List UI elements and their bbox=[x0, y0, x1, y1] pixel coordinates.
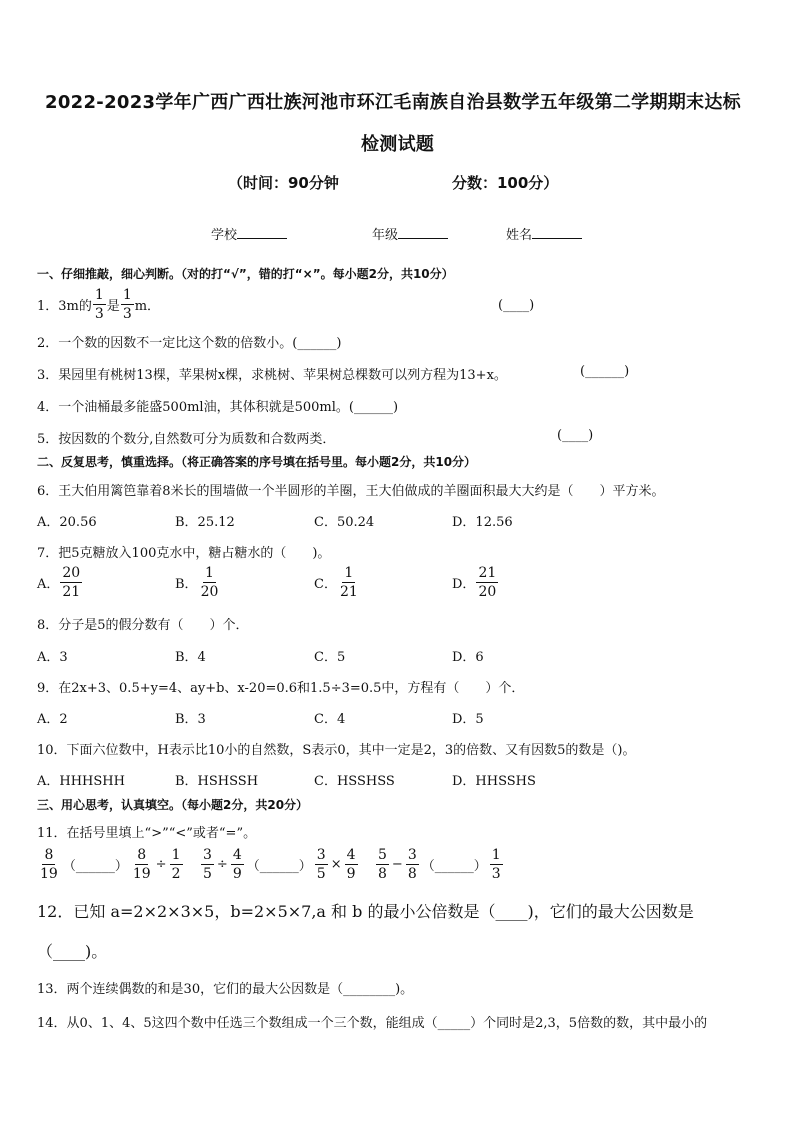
q11-item-1: $\frac{8}{19}$ （______） $\frac{8}{19}$ ÷ $\frac{1}{2}$ bbox=[40, 847, 181, 882]
section1-heading: 一、仔细推敲，细心判断。（对的打“√”，错的打“×”。每小题2分，共10分） bbox=[37, 267, 454, 281]
q7-b-fraction: $\frac{1}{20}$ bbox=[200, 565, 219, 600]
question-14: 14．从0、1、4、5这四个数中任选三个数组成一个三个数，能组成（_____）个同时是2,3，5倍数的数，其中最小的 bbox=[37, 1016, 708, 1031]
q11-3-blank[interactable]: （______） bbox=[421, 859, 487, 874]
question-13: 13．两个连续偶数的和是30，它们的最大公因数是（________)。 bbox=[37, 982, 414, 997]
q9-option-b[interactable]: B．3 bbox=[175, 712, 206, 727]
grade-label: 年级 bbox=[372, 228, 399, 243]
q7-d-fraction: $\frac{21}{20}$ bbox=[478, 565, 497, 600]
q10-option-d[interactable]: D．HHSSHS bbox=[452, 774, 536, 789]
q7-a-fraction: $\frac{20}{21}$ bbox=[62, 565, 81, 600]
question-6: 6．王大伯用篱笆靠着8米长的围墙做一个半圆形的羊圈，王大伯做成的羊圈面积最大大约是（ ）平方米。 bbox=[37, 484, 665, 499]
question-3: 3．果园里有桃树13棵，苹果树x棵，求桃树、苹果树总棵数可以列方程为13+x。 bbox=[37, 368, 507, 383]
q6-option-d[interactable]: D．12.56 bbox=[452, 515, 513, 530]
page-title-line2: 检测试题 bbox=[361, 134, 435, 155]
question-1 bbox=[37, 288, 160, 321]
q9-option-d[interactable]: D．5 bbox=[452, 712, 484, 727]
q11-2-blank[interactable]: （______） bbox=[246, 859, 312, 874]
q10-option-a[interactable]: A．HHHSHH bbox=[37, 774, 125, 789]
section2-heading: 二、反复思考，慎重选择。（将正确答案的序号填在括号里。每小题2分，共10分） bbox=[37, 455, 477, 469]
name-blank[interactable] bbox=[532, 238, 582, 239]
exam-time: （时间：90分钟 bbox=[228, 174, 339, 192]
q1-text-end: m． bbox=[134, 299, 161, 314]
q10-option-c[interactable]: C．HSSHSS bbox=[314, 774, 395, 789]
page-title: 2022-2023学年广西广西壮族河池市环江毛南族自治县数学五年级第二学期期末达标 bbox=[45, 92, 741, 113]
q11-item-2: $\frac{3}{5}$ ÷ $\frac{4}{9}$ （______） $\frac{3}{5}$ × $\frac{4}{9}$ bbox=[203, 847, 356, 882]
q1-answer-paren[interactable]: (____) bbox=[498, 298, 535, 313]
question-8: 8．分子是5的假分数有（ ）个． bbox=[37, 618, 249, 633]
question-11: 11．在括号里填上“>”“<”或者“=”。 bbox=[37, 826, 257, 841]
q7-option-d[interactable]: D． $\frac{21}{20}$ bbox=[452, 565, 497, 600]
q7-option-b[interactable]: B． $\frac{1}{20}$ bbox=[175, 565, 219, 600]
school-blank[interactable] bbox=[237, 238, 287, 239]
question-5: 5．按因数的个数分,自然数可分为质数和合数两类． bbox=[37, 432, 336, 447]
name-label: 姓名 bbox=[506, 228, 533, 243]
q6-option-a[interactable]: A．20.56 bbox=[37, 515, 97, 530]
grade-blank[interactable] bbox=[398, 238, 448, 239]
question-12-cont: （____)。 bbox=[37, 942, 108, 961]
q8-option-a[interactable]: A．3 bbox=[37, 650, 68, 665]
q9-option-a[interactable]: A．2 bbox=[37, 712, 68, 727]
q7-option-c[interactable]: C． $\frac{1}{21}$ bbox=[314, 565, 358, 600]
q7-option-a[interactable]: A． $\frac{20}{21}$ bbox=[37, 565, 81, 600]
question-4: 4．一个油桶最多能盛500ml油，其体积就是500ml。(______) bbox=[37, 400, 399, 415]
question-2: 2．一个数的因数不一定比这个数的倍数小。(______) bbox=[37, 336, 342, 351]
name-field[interactable] bbox=[506, 224, 582, 243]
q11-item-3: $\frac{5}{8}$ − $\frac{3}{8}$ （______） $\frac{1}{3}$ bbox=[378, 847, 501, 882]
q8-option-c[interactable]: C．5 bbox=[314, 650, 346, 665]
q1-fraction-2: $\frac{1}{3}$ bbox=[122, 287, 132, 322]
q5-answer-paren[interactable]: (____) bbox=[557, 428, 594, 443]
q8-option-d[interactable]: D．6 bbox=[452, 650, 484, 665]
question-9: 9．在2x+3、0.5+y=4、ay+b、x-20=0.6和1.5÷3=0.5中，方程有（ ）个． bbox=[37, 681, 525, 696]
q10-option-b[interactable]: B．HSHSSH bbox=[175, 774, 259, 789]
q9-option-c[interactable]: C．4 bbox=[314, 712, 346, 727]
grade-field[interactable] bbox=[372, 224, 448, 243]
question-7: 7．把5克糖放入100克水中，糖占糖水的（ )。 bbox=[37, 546, 331, 561]
section3-heading: 三、用心思考，认真填空。（每小题2分，共20分） bbox=[37, 798, 309, 812]
q1-text: 1．3m的 bbox=[37, 299, 92, 314]
q11-1-blank[interactable]: （______） bbox=[62, 859, 128, 874]
school-label: 学校 bbox=[211, 228, 238, 243]
q1-text-mid: 是 bbox=[106, 299, 120, 314]
q1-fraction-1: $\frac{1}{3}$ bbox=[94, 287, 104, 322]
q3-answer-paren[interactable]: (______) bbox=[580, 364, 630, 379]
q6-option-b[interactable]: B．25.12 bbox=[175, 515, 235, 530]
exam-score: 分数：100分） bbox=[452, 174, 559, 192]
school-field[interactable] bbox=[211, 224, 287, 243]
q8-option-b[interactable]: B．4 bbox=[175, 650, 206, 665]
question-10: 10．下面六位数中，H表示比10小的自然数，S表示0，其中一定是2，3的倍数、又有因数5的数是（)。 bbox=[37, 743, 636, 758]
q6-option-c[interactable]: C．50.24 bbox=[314, 515, 375, 530]
q7-c-fraction: $\frac{1}{21}$ bbox=[339, 565, 358, 600]
question-12: 12．已知 a=2×2×3×5，b=2×5×7,a 和 b 的最小公倍数是（____)，它们的最大公因数是 bbox=[37, 902, 694, 921]
